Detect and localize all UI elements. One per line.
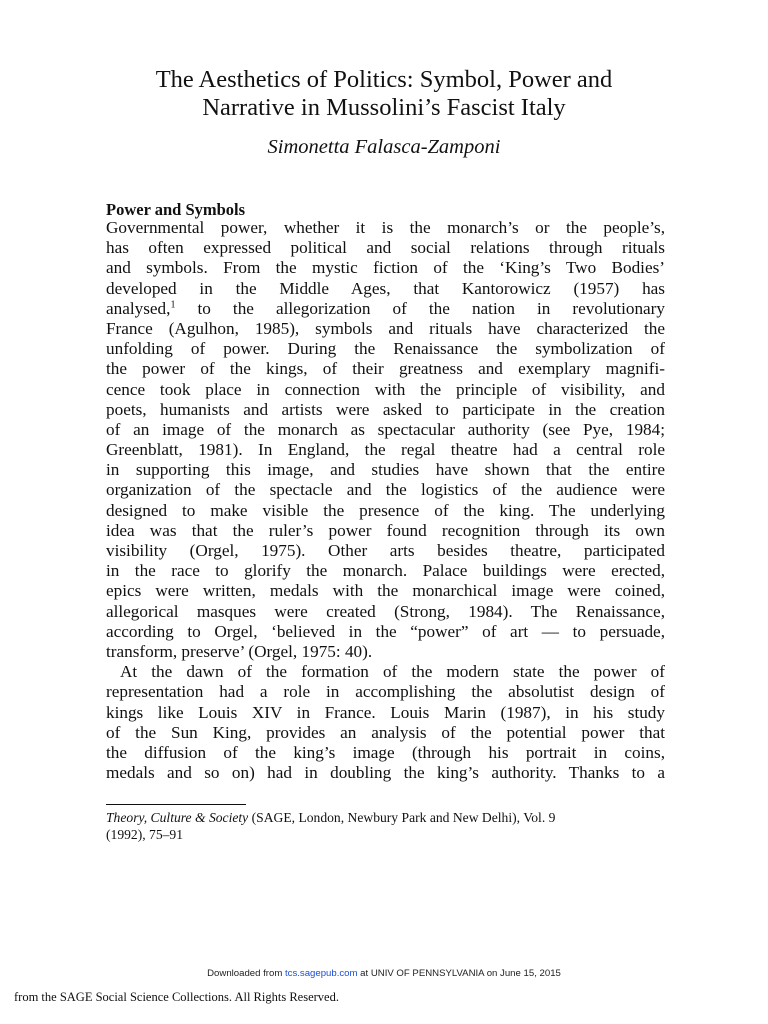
body-line: according to Orgel, ‘believed in the “power” of art — to persuade, xyxy=(106,621,665,641)
body-line: of the Sun King, provides an analysis of the potential power that xyxy=(106,722,665,742)
body-line: transform, preserve’ (Orgel, 1975: 40). xyxy=(106,641,373,661)
body-line: and symbols. From the mystic fiction of the ‘King’s Two Bodies’ xyxy=(106,258,665,278)
body-line: developed in the Middle Ages, that Kantorowicz (1957) has xyxy=(106,278,665,298)
body-line: the diffusion of the king’s image (through his portrait in coins, xyxy=(106,742,665,762)
body-line: Greenblatt, 1981). In England, the regal theatre had a central role xyxy=(106,440,665,460)
body-line: in the race to glorify the monarch. Palace buildings were erected, xyxy=(106,561,665,581)
body-line: of an image of the monarch as spectacular authority (see Pye, 1984; xyxy=(106,419,665,439)
download-notice xyxy=(0,968,768,979)
footnote-divider xyxy=(106,804,246,805)
body-line: At the dawn of the formation of the modern state the power of xyxy=(120,662,665,682)
body-line: medals and so on) had in doubling the king’s authority. Thanks to a xyxy=(106,763,665,783)
footnote-marker: 1 xyxy=(170,299,176,311)
journal-pages: (1992), 75–91 xyxy=(106,827,184,842)
body-line: in supporting this image, and studies have shown that the entire xyxy=(106,460,665,480)
section-heading: Power and Symbols xyxy=(106,200,246,219)
body-line: cence took place in connection with the principle of visibility, and xyxy=(106,379,665,399)
source-link[interactable]: tcs.sagepub.com xyxy=(284,968,358,979)
body-text-fragment: to the allegorization of the nation in revolutionary xyxy=(175,298,665,318)
body-line: Governmental power, whether it is the monarch’s or the people’s, xyxy=(106,218,665,237)
download-suffix: at UNIV OF PENNSYLVANIA on June 15, 2015 xyxy=(357,968,561,979)
author-name: Simonetta Falasca-Zamponi xyxy=(267,136,501,158)
journal-footnote xyxy=(106,809,666,843)
body-line: unfolding of power. During the Renaissance the symbolization of xyxy=(106,339,665,359)
article-body xyxy=(106,218,665,783)
article-title xyxy=(80,66,688,122)
journal-details: (SAGE, London, Newbury Park and New Delhi), Vol. 9 xyxy=(248,810,556,825)
journal-name: Theory, Culture & Society xyxy=(106,810,249,825)
body-line: France (Agulhon, 1985), symbols and rituals have characterized the xyxy=(106,318,665,338)
body-text-fragment: analysed, xyxy=(106,298,171,318)
title-line-1: The Aesthetics of Politics: Symbol, Power and xyxy=(155,66,613,93)
body-line: poets, humanists and artists were asked to participate in the creation xyxy=(106,399,665,419)
body-line-with-footnote xyxy=(106,299,665,319)
body-line: designed to make visible the presence of the king. The underlying xyxy=(106,500,665,520)
body-line: epics were written, medals with the monarchical image were coined, xyxy=(106,581,665,601)
download-prefix: Downloaded from xyxy=(207,968,285,979)
body-line: allegorical masques were created (Strong, 1984). The Renaissance, xyxy=(106,601,665,621)
rights-notice: from the SAGE Social Science Collections. All Rights Reserved. xyxy=(14,990,339,1004)
body-line: visibility (Orgel, 1975). Other arts besides theatre, participated xyxy=(106,541,665,560)
body-line: kings like Louis XIV in France. Louis Marin (1987), in his study xyxy=(106,702,665,722)
body-line: the power of the kings, of their greatness and exemplary magnifi- xyxy=(106,359,665,379)
body-line: representation had a role in accomplishing the absolutist design of xyxy=(106,682,665,702)
body-line: has often expressed political and social relations through rituals xyxy=(106,238,665,258)
body-line: idea was that the ruler’s power found recognition through its own xyxy=(106,520,665,540)
title-line-2: Narrative in Mussolini’s Fascist Italy xyxy=(202,94,566,121)
body-line: organization of the spectacle and the logistics of the audience were xyxy=(106,480,665,500)
